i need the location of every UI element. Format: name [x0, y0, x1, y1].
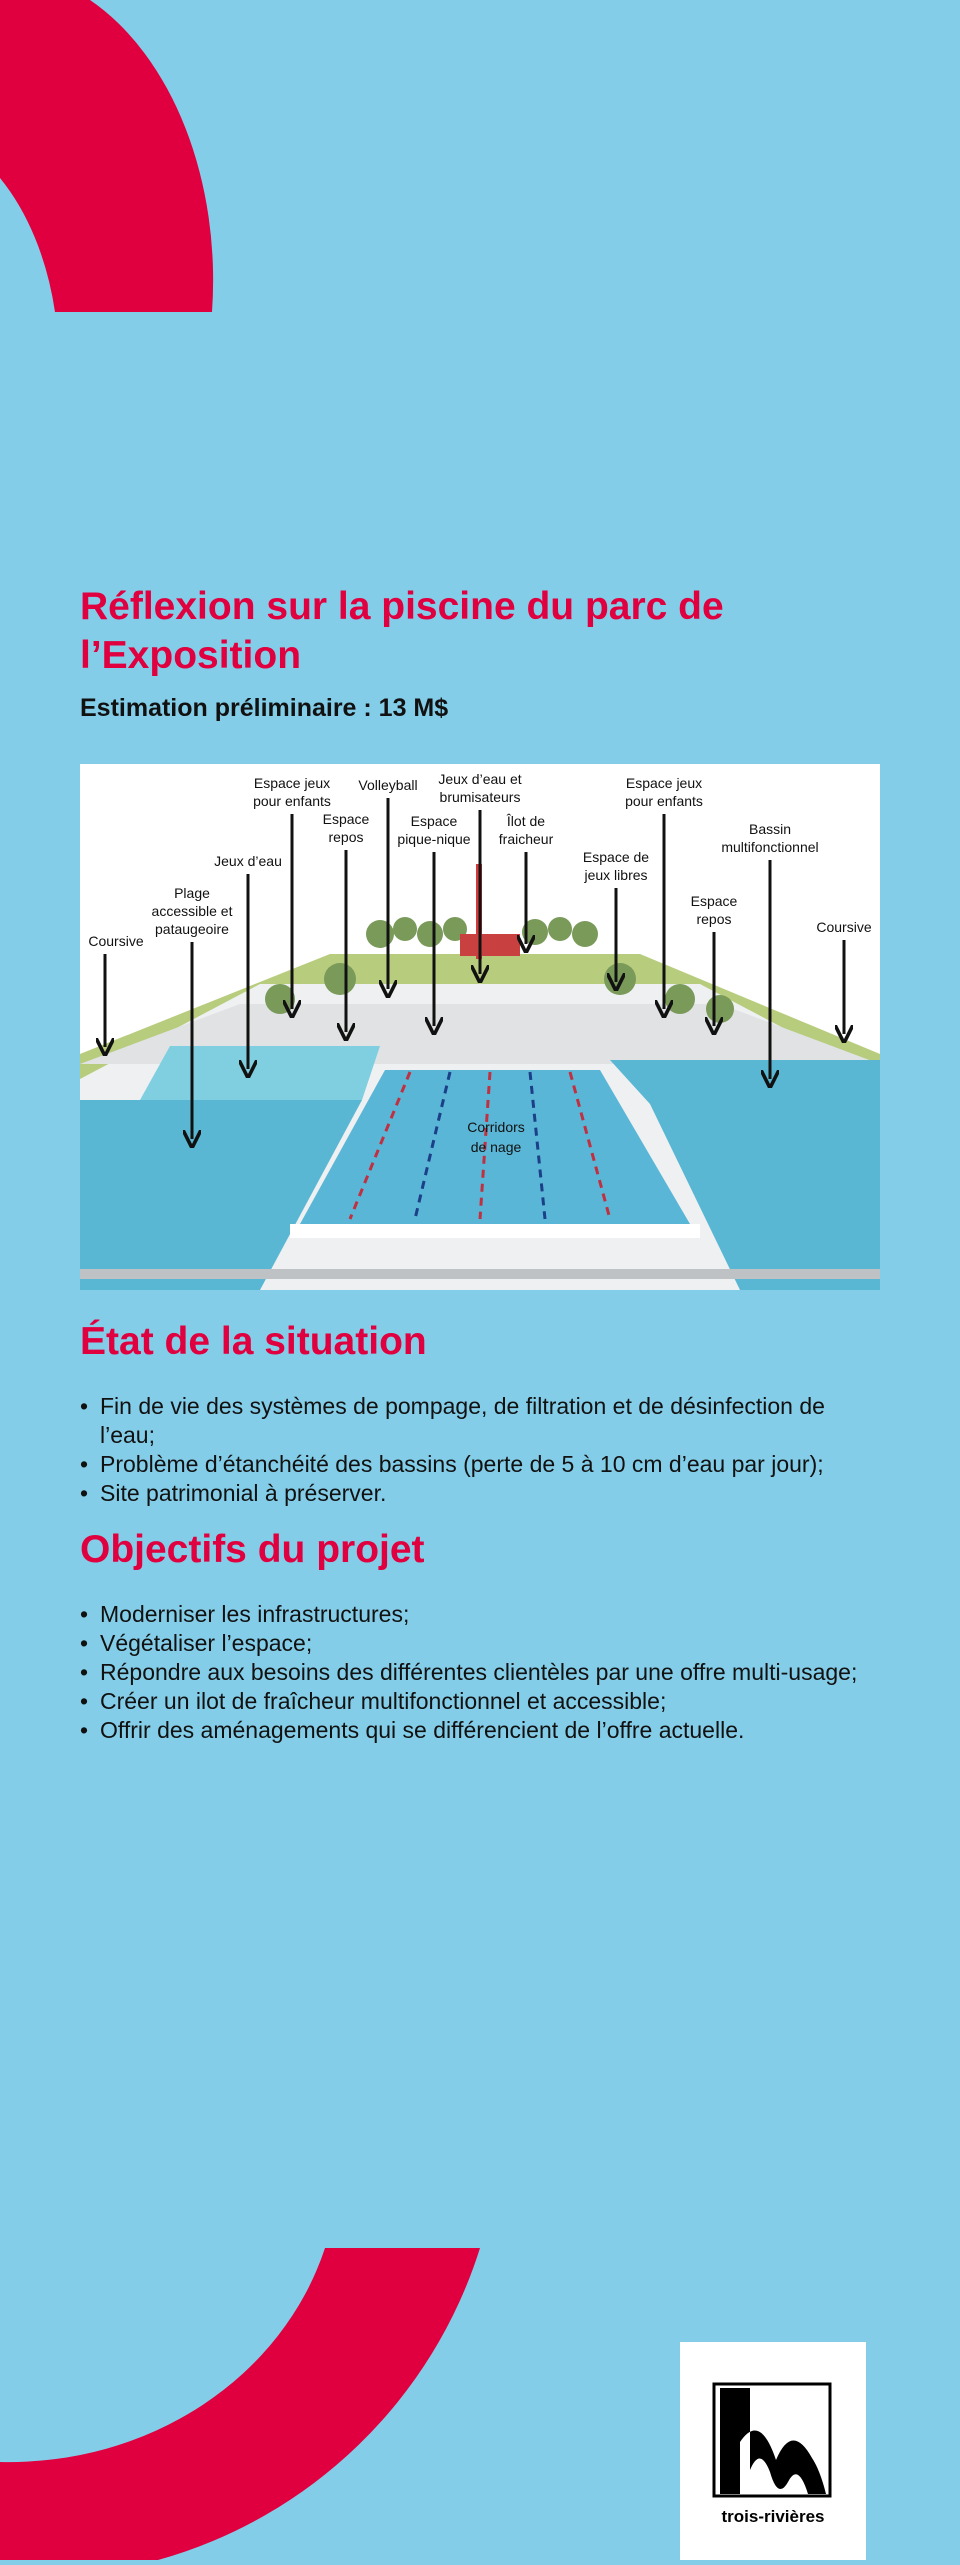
label-coursive-right: Coursive — [816, 919, 872, 935]
logo-text: trois-rivières — [721, 2507, 825, 2526]
situation-heading: État de la situation — [80, 1320, 427, 1363]
list-item: • Moderniser les infrastructures; — [80, 1600, 880, 1629]
label-jeux-libres-line2: jeux libres — [584, 867, 648, 883]
label-ilot-line2: fraicheur — [498, 831, 554, 847]
pool-rendering-illustration — [80, 764, 880, 1290]
label-brumisateurs-line1: Jeux d’eau et — [438, 771, 522, 787]
logo-box — [680, 2342, 866, 2560]
objectifs-heading: Objectifs du projet — [80, 1528, 425, 1571]
label-bassin-line1: Bassin — [748, 821, 792, 837]
label-plage-line3: pataugeoire — [155, 921, 229, 937]
decorative-arc-top — [0, 0, 960, 320]
trois-rivieres-logo-icon — [680, 2342, 866, 2560]
list-item: • Créer un ilot de fraîcheur multifonctionnel et accessible; — [80, 1687, 880, 1716]
label-corridors-line2: de nage — [470, 1139, 522, 1155]
label-repos-line1: Espace — [322, 811, 370, 827]
list-item: • Répondre aux besoins des différentes clientèles par une offre multi-usage; — [80, 1658, 880, 1687]
label-jeux-deau: Jeux d’eau — [214, 853, 282, 869]
label-corridors-line1: Corridors — [467, 1119, 525, 1135]
situation-list — [80, 1392, 880, 1508]
label-plage-line2: accessible et — [151, 903, 233, 919]
objectifs-list — [80, 1600, 880, 1745]
label-repos2-line2: repos — [696, 911, 732, 927]
cost-estimate: Estimation préliminaire : 13 M$ — [80, 694, 449, 722]
label-jeux-libres-line1: Espace de — [582, 849, 650, 865]
label-bassin-line2: multifonctionnel — [721, 839, 819, 855]
label-repos2-line1: Espace — [690, 893, 738, 909]
label-coursive-left: Coursive — [88, 933, 144, 949]
label-pique-nique-line1: Espace — [410, 813, 458, 829]
list-item: • Problème d’étanchéité des bassins (perte de 5 à 10 cm d’eau par jour); — [80, 1450, 880, 1479]
label-jeux-enfants2-line1: Espace jeux — [625, 775, 703, 791]
label-jeux-enfants2-line2: pour enfants — [625, 793, 703, 809]
label-jeux-enfants-line1: Espace jeux — [253, 775, 331, 791]
label-ilot-line1: Îlot de — [506, 813, 546, 829]
list-item: • Fin de vie des systèmes de pompage, de filtration et de désinfection de l’eau; — [80, 1392, 880, 1450]
label-brumisateurs-line2: brumisateurs — [439, 789, 521, 805]
label-volleyball: Volleyball — [358, 777, 418, 793]
label-pique-nique-line2: pique-nique — [397, 831, 471, 847]
list-item: • Offrir des aménagements qui se différencient de l’offre actuelle. — [80, 1716, 880, 1745]
label-plage-line1: Plage — [174, 885, 210, 901]
label-repos-line2: repos — [328, 829, 364, 845]
label-jeux-enfants-line2: pour enfants — [253, 793, 331, 809]
page-title: Réflexion sur la piscine du parc de l’Exposition — [80, 585, 724, 677]
list-item: • Site patrimonial à préserver. — [80, 1479, 880, 1508]
list-item: • Végétaliser l’espace; — [80, 1629, 880, 1658]
pool-rendering — [80, 764, 880, 1290]
